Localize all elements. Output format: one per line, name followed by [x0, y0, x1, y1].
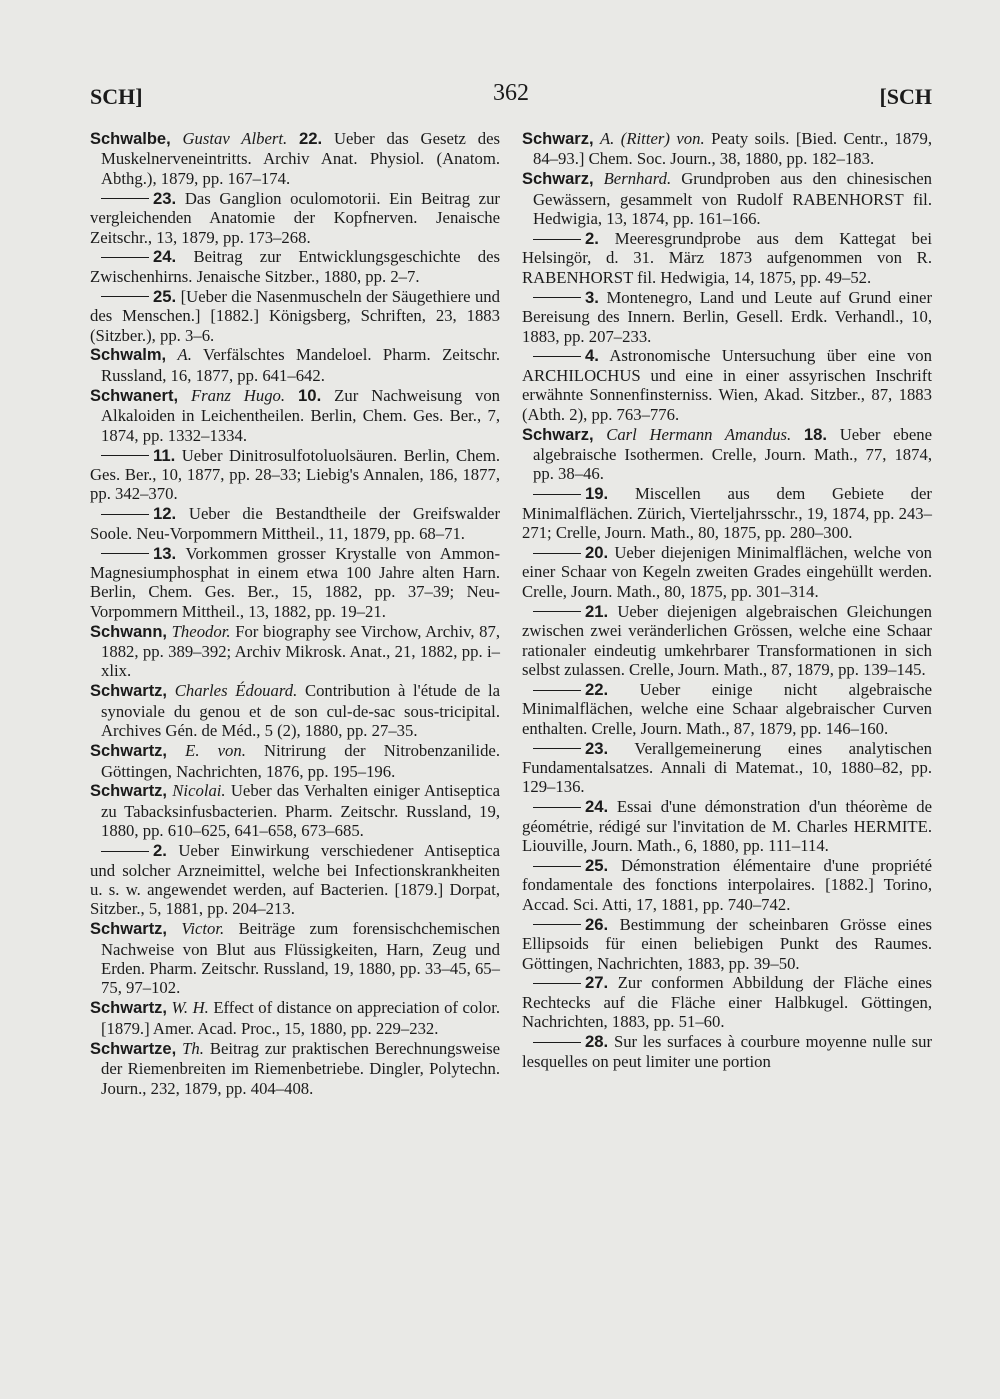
bibliography-entry — [90, 998, 500, 1038]
author-given-name: A. — [177, 345, 192, 365]
bibliography-entry — [90, 919, 500, 998]
ditto-dash — [533, 924, 581, 925]
entry-text: Essai d'une démonstration d'un théorème de géométrie, rédigé sur l'invitation de M. Charles HERMITE. Liouville, Journ. Math., 6, 1880, pp. 111–114. — [522, 797, 933, 856]
entry-number: 20. — [585, 543, 609, 563]
author-surname: Schwartz, — [90, 999, 168, 1018]
author-surname: Schwartz, — [90, 782, 168, 801]
author-given-name: Theodor. — [171, 621, 231, 641]
bibliography-subentry — [522, 484, 932, 542]
entry-number: 21. — [585, 601, 609, 621]
entry-number: 2. — [585, 229, 599, 249]
author-given-name: Victor. — [181, 919, 225, 939]
author-given-name: W. H. — [171, 998, 209, 1018]
entry-text: Meeresgrundprobe aus dem Kattegat bei Helsingör, d. 31. März 1873 aufgenommen von R. RABENHORST fil. Hedwigia, 14, 1875, pp. 49–52. — [522, 229, 932, 287]
bibliography-subentry — [522, 602, 932, 680]
entry-number: 23. — [153, 188, 177, 208]
header-left: SCH] — [90, 84, 143, 109]
entry-number: 4. — [585, 346, 599, 366]
entry-text: For biography see Virchow, Archiv, 87, 1882, pp. 389–392; Archiv Mikrosk. Anat., 21, 1882, pp. i–xlix. — [101, 621, 501, 681]
bibliography-subentry — [90, 841, 500, 919]
entry-text: Contribution à l'étude de la synoviale du genou et de son cul-de-sac sous-tricipital. Archives Gén. de Méd., 5 (2), 1880, pp. 27–35. — [101, 681, 501, 741]
ditto-dash — [533, 611, 581, 612]
ditto-dash — [101, 257, 149, 258]
ditto-dash — [533, 748, 581, 749]
bibliography-subentry — [90, 247, 500, 286]
entry-number: 13. — [153, 543, 177, 563]
author-surname: Schwartze, — [90, 1039, 177, 1058]
ditto-dash — [101, 553, 149, 554]
entry-number: 25. — [585, 856, 609, 876]
author-given-name: Th. — [182, 1038, 204, 1058]
author-given-name: Franz Hugo. — [190, 385, 286, 405]
ditto-dash — [533, 866, 581, 867]
entry-text: Das Ganglion oculomotorii. Ein Beitrag zur vergleichenden Anatomie der Kopfnerven. Jenaische Zeitschr., 13, 1879, pp. 173–268. — [90, 188, 500, 247]
bibliography-subentry — [522, 1032, 932, 1071]
author-surname: Schwartz, — [90, 742, 168, 761]
entry-text: Beitrag zur praktischen Berechnungsweise der Riemenbreiten im Riemenbetriebe. Dingler, Polytechn. Journ., 232, 1879, pp. 404–408. — [101, 1038, 500, 1098]
author-given-name: E. von. — [185, 741, 246, 761]
entry-text: Grundproben aus den chinesischen Gewässern, gesammelt von Rudolf RABENHORST fil. Hedwigia, 13, 1874, pp. 161–166. — [533, 169, 932, 229]
entry-text: Ueber Dinitrosulfotoluolsäuren. Berlin, Chem. Ges. Ber., 10, 1877, pp. 28–33; Liebig's Annalen, 186, 1877, pp. 342–370. — [90, 445, 500, 504]
ditto-dash — [533, 807, 581, 808]
bibliography-entry — [90, 681, 500, 740]
ditto-dash — [533, 1042, 581, 1043]
entry-text: Nitrirung der Nitrobenzanilide. Göttingen, Nachrichten, 1876, pp. 195–196. — [101, 741, 501, 781]
bibliography-subentry — [90, 189, 500, 247]
ditto-dash — [101, 514, 149, 515]
entry-text: Ueber die Bestandtheile der Greifswalder Soole. Neu-Vorpommern Mittheil., 11, 1879, pp. 68–71. — [90, 504, 500, 543]
entry-number: 12. — [153, 504, 177, 524]
entry-text: Astronomische Untersuchung über eine von ARCHILOCHUS und eine in einer assyrischen Inschrift erwähnte Sonnenfinsterniss. Wien, Akad. Sitzber., 87, 1883 (Abth. 2), pp. 763–776. — [522, 346, 932, 424]
author-given-name: Nicolai. — [172, 781, 226, 801]
entry-text: Beitrag zur Entwicklungsgeschichte des Zwischenhirns. Jenaische Sitzber., 1880, pp. 2–7. — [90, 247, 500, 286]
author-surname: Schwalbe, — [90, 130, 171, 148]
bibliography-entry — [90, 386, 500, 445]
author-surname: Schwarz, — [522, 425, 594, 444]
ditto-dash — [101, 851, 149, 852]
entry-text: Sur les surfaces à courbure moyenne nulle sur lesquelles on peut limiter une portion — [522, 1032, 933, 1071]
bibliography-subentry — [522, 543, 932, 601]
bibliography-subentry — [522, 856, 932, 914]
entry-text: Ueber das Gesetz des Muskelnerveneintritts. Archiv Anat. Physiol. (Anatom. Abthg.), 1879, pp. 167–174. — [101, 129, 500, 188]
bibliography-entry — [522, 169, 932, 228]
entry-text: Beiträge zum forensischchemischen Nachweise von Blut aus Flüssigkeiten, Harn, Zeug und Erden. Pharm. Zeitschr. Russland, 19, 1880, pp. 33–45, 65–75, 97–102. — [101, 919, 500, 998]
author-given-name: Carl Hermann Amandus. — [606, 424, 792, 444]
entry-text: Effect of distance on appreciation of color. [1879.] Amer. Acad. Proc., 15, 1880, pp. 229–232. — [101, 998, 501, 1038]
bibliography-entry — [90, 129, 500, 188]
entry-text: Vorkommen grosser Krystalle von Ammon-Magnesiumphosphat in einem etwa 100 Jahre alten Harn. Berlin, Chem. Ges. Ber., 15, 1882, pp. 37–39; Neu-Vorpommern Mittheil., 13, 1882, pp. 19–21. — [90, 543, 500, 621]
entry-text: Verfälschtes Mandeloel. Pharm. Zeitschr. Russland, 16, 1877, pp. 641–642. — [101, 345, 501, 385]
entry-text: Ueber einige nicht algebraische Minimalflächen, welche eine Schaar algebraischer Curven enthalten. Crelle, Journ. Math., 87, 1879, pp. 146–160. — [522, 679, 932, 738]
author-surname: Schwalm, — [90, 346, 167, 365]
entry-text: [Ueber die Nasenmuscheln der Säugethiere und des Menschen.] [1882.] Königsberg, Schriften, 23, 1883 (Sitzber.), pp. 3–6. — [90, 286, 500, 345]
bibliography-subentry — [522, 288, 932, 346]
ditto-dash — [533, 494, 581, 495]
entry-text: Ueber das Verhalten einiger Antiseptica zu Tabacksinfusbacterien. Pharm. Zeitschr. Russland, 19, 1880, pp. 610–625, 641–658, 673–685. — [101, 781, 500, 841]
bibliography-subentry — [522, 346, 932, 424]
ditto-dash — [101, 455, 149, 456]
ditto-dash — [533, 297, 581, 298]
entry-number: 11. — [153, 445, 176, 465]
bibliography-subentry — [522, 973, 932, 1031]
bibliography-entry — [90, 781, 500, 840]
entry-text: Bestimmung der scheinbaren Grösse eines Ellipsoids für einen beliebigen Punkt des Raumes. Göttingen, Nachrichten, 1883, pp. 39–50. — [522, 914, 932, 973]
entry-number: 23. — [585, 738, 609, 758]
entry-number: 10. — [298, 385, 322, 405]
page-number: 362 — [493, 80, 529, 106]
author-surname: Schwarz, — [522, 130, 594, 148]
bibliography-subentry — [522, 915, 932, 973]
entry-number: 28. — [585, 1032, 609, 1052]
author-surname: Schwartz, — [90, 920, 168, 939]
entry-text: Verallgemeinerung eines analytischen Fundamentalsatzes. Annali di Matemat., 10, 1880–82, pp. 129–136. — [522, 738, 932, 797]
bibliography-entry — [90, 345, 500, 385]
entry-text: Ueber Einwirkung verschiedener Antiseptica und solcher Arzneimittel, welche bei Infectionskrankheiten u. s. w. angewendet werden, auf Bacterien. [1879.] Dorpat, Sitzber., 5, 1881, pp. 204–213. — [90, 841, 500, 919]
ditto-dash — [533, 983, 581, 984]
ditto-dash — [101, 296, 149, 297]
bibliography-subentry — [90, 544, 500, 622]
bibliography-entry — [90, 1039, 500, 1098]
author-given-name: Gustav Albert. — [182, 129, 288, 148]
left-column — [90, 129, 500, 1098]
bibliography-entry — [522, 425, 932, 484]
entry-text: Zur conformen Abbildung der Fläche eines Rechtecks auf die Fläche einer Halbkugel. Göttingen, Nachrichten, 1883, pp. 51–60. — [522, 973, 933, 1032]
header-right: [SCH — [879, 84, 932, 109]
entry-number: 24. — [585, 797, 609, 817]
author-surname: Schwann, — [90, 622, 168, 641]
bibliography-entry — [90, 741, 500, 781]
ditto-dash — [101, 198, 149, 199]
entry-text: Miscellen aus dem Gebiete der Minimalflächen. Zürich, Vierteljahrsschr., 19, 1874, pp. 243–271; Crelle, Journ. Math., 80, 1875, pp. 280–300. — [522, 484, 932, 543]
bibliography-subentry — [90, 287, 500, 345]
bibliography-subentry — [522, 229, 932, 287]
entry-number: 27. — [585, 973, 609, 993]
entry-text: Ueber diejenigen Minimalflächen, welche von einer Schaar von Kegeln zweiten Grades eingehüllt werden. Crelle, Journ. Math., 80, 1875, pp. 301–314. — [522, 543, 933, 601]
entry-number: 18. — [803, 424, 828, 444]
author-given-name: Bernhard. — [603, 169, 672, 189]
entry-text: Ueber ebene algebraische Isothermen. Crelle, Journ. Math., 77, 1874, pp. 38–46. — [533, 424, 933, 484]
entry-number: 3. — [585, 287, 599, 307]
entry-number: 26. — [585, 914, 609, 934]
entry-text: Zur Nachweisung von Alkaloiden in Leichentheilen. Berlin, Chem. Ges. Ber., 7, 1874, pp. 1332–1334. — [101, 385, 501, 445]
entry-number: 25. — [153, 286, 177, 306]
entry-text: Ueber diejenigen algebraischen Gleichungen zwischen zwei veränderlichen Grössen, welche eine Schaar rationaler eindeutig umkehrbarer Transformationen in sich selbst zulassen. Crelle, Journ. Math., 87, 1879, pp. 139–145. — [522, 601, 933, 679]
bibliography-subentry — [90, 504, 500, 543]
bibliography-subentry — [522, 739, 932, 797]
entry-text: Montenegro, Land und Leute auf Grund einer Bereisung des Innern. Berlin, Gesell. Erdk. Verhandl., 10, 1883, pp. 207–233. — [522, 287, 933, 346]
author-given-name: Charles Édouard. — [174, 681, 298, 701]
ditto-dash — [533, 356, 581, 357]
ditto-dash — [533, 553, 581, 554]
ditto-dash — [533, 239, 581, 240]
entry-number: 24. — [153, 247, 177, 267]
entry-text: Démonstration élémentaire d'une propriété fondamentale des fonctions interpolaires. [1882.] Torino, Accad. Sci. Atti, 17, 1881, pp. 740–742. — [522, 856, 932, 914]
bibliography-subentry — [522, 797, 932, 855]
author-surname: Schwanert, — [90, 386, 179, 405]
entry-number: 22. — [298, 129, 323, 148]
entry-text: Peaty soils. [Bied. Centr., 1879, 84–93.] Chem. Soc. Journ., 38, 1880, pp. 182–183. — [533, 129, 933, 169]
ditto-dash — [533, 690, 581, 691]
author-surname: Schwartz, — [90, 682, 168, 701]
bibliography-subentry — [90, 446, 500, 504]
right-column — [522, 129, 932, 1072]
entry-number: 22. — [585, 679, 609, 699]
entry-number: 2. — [153, 841, 167, 861]
bibliography-entry — [90, 622, 500, 681]
bibliography-subentry — [522, 680, 932, 738]
entry-number: 19. — [585, 484, 609, 504]
author-surname: Schwarz, — [522, 170, 594, 189]
bibliography-entry — [522, 129, 932, 169]
running-header — [90, 80, 932, 114]
author-given-name: A. (Ritter) von. — [599, 129, 705, 148]
